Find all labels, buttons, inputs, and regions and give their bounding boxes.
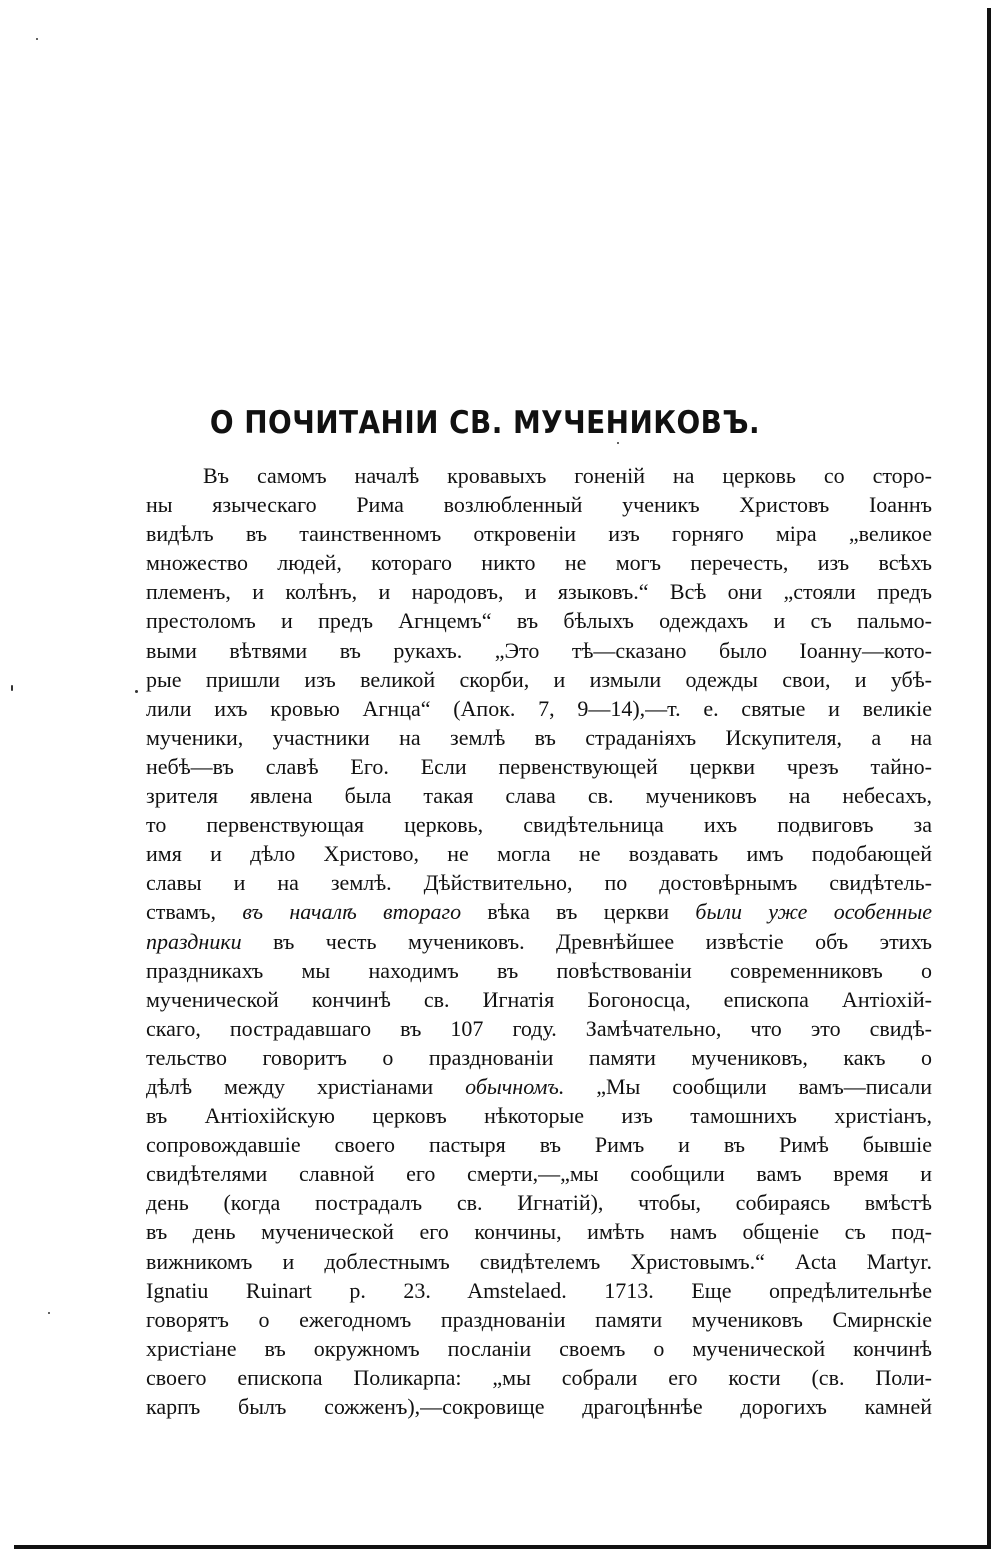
text-line — [146, 1043, 932, 1072]
page-edge-right — [987, 8, 991, 1548]
text-line — [146, 1276, 932, 1305]
text-segment: то первенствующая церковь, свидѣтельница ихъ подвиговъ за — [146, 812, 932, 838]
text-line — [146, 839, 932, 868]
text-line — [146, 1217, 932, 1246]
page-title: О ПОЧИТАНІИ СВ. МУЧЕНИКОВЪ. — [209, 404, 761, 441]
text-segment: въ честь мучениковъ. Древнѣйшее извѣстіе объ этихъ — [241, 928, 932, 954]
italic-text-segment: праздники — [146, 928, 242, 954]
text-segment: рые пришли изъ великой скорби, и измыли одежды свои, и убѣ- — [146, 666, 932, 692]
text-line — [146, 927, 932, 956]
body-text — [146, 461, 932, 1421]
text-segment: Ignatiu Ruinart p. 23. Amstelaed. 1713. Еще опредѣлительнѣе — [146, 1277, 932, 1303]
text-line — [146, 1072, 932, 1101]
scan-speck — [36, 38, 38, 40]
text-segment: выми вѣтвями въ рукахъ. „Это тѣ—сказано было Іоанну—кото- — [146, 637, 932, 663]
text-segment: мученики, участники на землѣ въ страданіяхъ Искупителя, а на — [146, 724, 932, 750]
text-segment: зрителя явлена была такая слава св. мучениковъ на небесахъ, — [146, 783, 932, 809]
text-segment: лили ихъ кровью Агнца“ (Апок. 7, 9—14),—т. е. святые и великіе — [146, 695, 932, 721]
text-segment: небѣ—въ славѣ Его. Если первенствующей церкви чрезъ тайно- — [146, 753, 932, 779]
text-line — [146, 606, 932, 635]
text-line — [146, 1392, 932, 1421]
text-line — [146, 868, 932, 897]
text-line — [146, 1334, 932, 1363]
text-line — [146, 1159, 932, 1188]
text-line — [146, 897, 932, 926]
text-line — [146, 781, 932, 810]
text-segment: множество людей, котораго никто не могъ перечесть, изъ всѣхъ — [146, 550, 932, 576]
scan-speck — [617, 442, 619, 444]
text-line — [146, 1188, 932, 1217]
text-line — [146, 548, 932, 577]
text-segment: имя и дѣло Христово, не могла не воздавать имъ подобающей — [146, 841, 932, 867]
italic-text-segment: были уже особенные — [695, 899, 932, 925]
text-segment: славы и на землѣ. Дѣйствительно, по достовѣрнымъ свидѣтель- — [146, 870, 932, 896]
text-segment: ствамъ, — [146, 899, 243, 925]
italic-text-segment: обычномъ. — [465, 1073, 565, 1099]
text-line — [146, 985, 932, 1014]
text-segment: „Мы сообщили вамъ—писали — [564, 1073, 932, 1099]
text-segment: своего епископа Поликарпа: „мы собрали его кости (св. Поли- — [146, 1364, 932, 1390]
text-segment: престоломъ и предъ Агнцемъ“ въ бѣлыхъ одеждахъ и съ пальмо- — [146, 608, 932, 634]
text-line — [146, 1130, 932, 1159]
text-line — [146, 723, 932, 752]
text-segment: въ Антіохійскую церковъ нѣкоторые изъ тамошнихъ христіанъ, — [146, 1103, 932, 1129]
text-segment: праздникахъ мы находимъ въ повѣствованіи современниковъ о — [146, 957, 932, 983]
text-segment: день (когда пострадалъ св. Игнатій), чтобы, собираясь вмѣстѣ — [146, 1190, 932, 1216]
scan-speck — [48, 1312, 50, 1314]
text-segment: христіане въ окружномъ посланіи своемъ о мученической кончинѣ — [146, 1335, 932, 1361]
text-segment: видѣлъ въ таинственномъ откровеніи изъ горняго міра „великое — [146, 521, 932, 547]
italic-text-segment: въ началѣ втораго — [242, 899, 462, 925]
text-segment: тельство говоритъ о праздновaніи памяти мучениковъ, какъ о — [146, 1044, 932, 1070]
text-line — [146, 1247, 932, 1276]
text-line — [146, 577, 932, 606]
text-segment: вижникомъ и доблестнымъ свидѣтелемъ Христовымъ.“ Acta Martyr. — [146, 1248, 932, 1274]
text-line — [146, 636, 932, 665]
text-line — [146, 752, 932, 781]
text-line — [146, 1363, 932, 1392]
text-line — [146, 519, 932, 548]
text-line — [146, 810, 932, 839]
text-segment: карпъ былъ сожженъ),—сокровище драгоцѣннѣе дорогихъ камней — [146, 1394, 932, 1419]
text-segment: племенъ, и колѣнъ, и народовъ, и языковъ.“ Всѣ они „стояли предъ — [146, 579, 932, 605]
text-segment: говорятъ о ежегодномъ праздновaніи памяти мучениковъ Смирнскіе — [146, 1306, 932, 1332]
text-line — [146, 1014, 932, 1043]
text-line — [146, 490, 932, 519]
text-segment: скаго, пострадавшаго въ 107 году. Замѣчательно, что это свидѣ- — [146, 1015, 932, 1041]
text-segment: Въ самомъ началѣ кровавыхъ гоненій на церковь со сторо- — [203, 463, 932, 488]
text-segment: ны языческаго Рима возлюбленный ученикъ Христовъ Іоаннъ — [146, 492, 932, 518]
text-line — [146, 665, 932, 694]
page-edge-bottom — [14, 1545, 991, 1549]
text-segment: вѣка въ церкви — [461, 899, 696, 925]
text-line — [146, 1101, 932, 1130]
text-line — [146, 1305, 932, 1334]
text-line — [146, 461, 932, 490]
text-line — [146, 694, 932, 723]
text-segment: свидѣтелями славной его смерти,—„мы сообщили вамъ время и — [146, 1161, 932, 1187]
text-segment: сопровождавшіе своего пастыря въ Римъ и въ Римѣ бывшіе — [146, 1132, 932, 1158]
text-segment: мученической кончинѣ св. Игнатія Богоносца, епископа Антіохій- — [146, 986, 932, 1012]
text-line — [146, 956, 932, 985]
text-segment: дѣлѣ между христіанами — [146, 1073, 466, 1099]
scan-speck — [135, 690, 138, 693]
scan-speck — [11, 685, 13, 691]
text-segment: въ день мученической его кончины, имѣть намъ общеніе съ под- — [146, 1219, 932, 1245]
